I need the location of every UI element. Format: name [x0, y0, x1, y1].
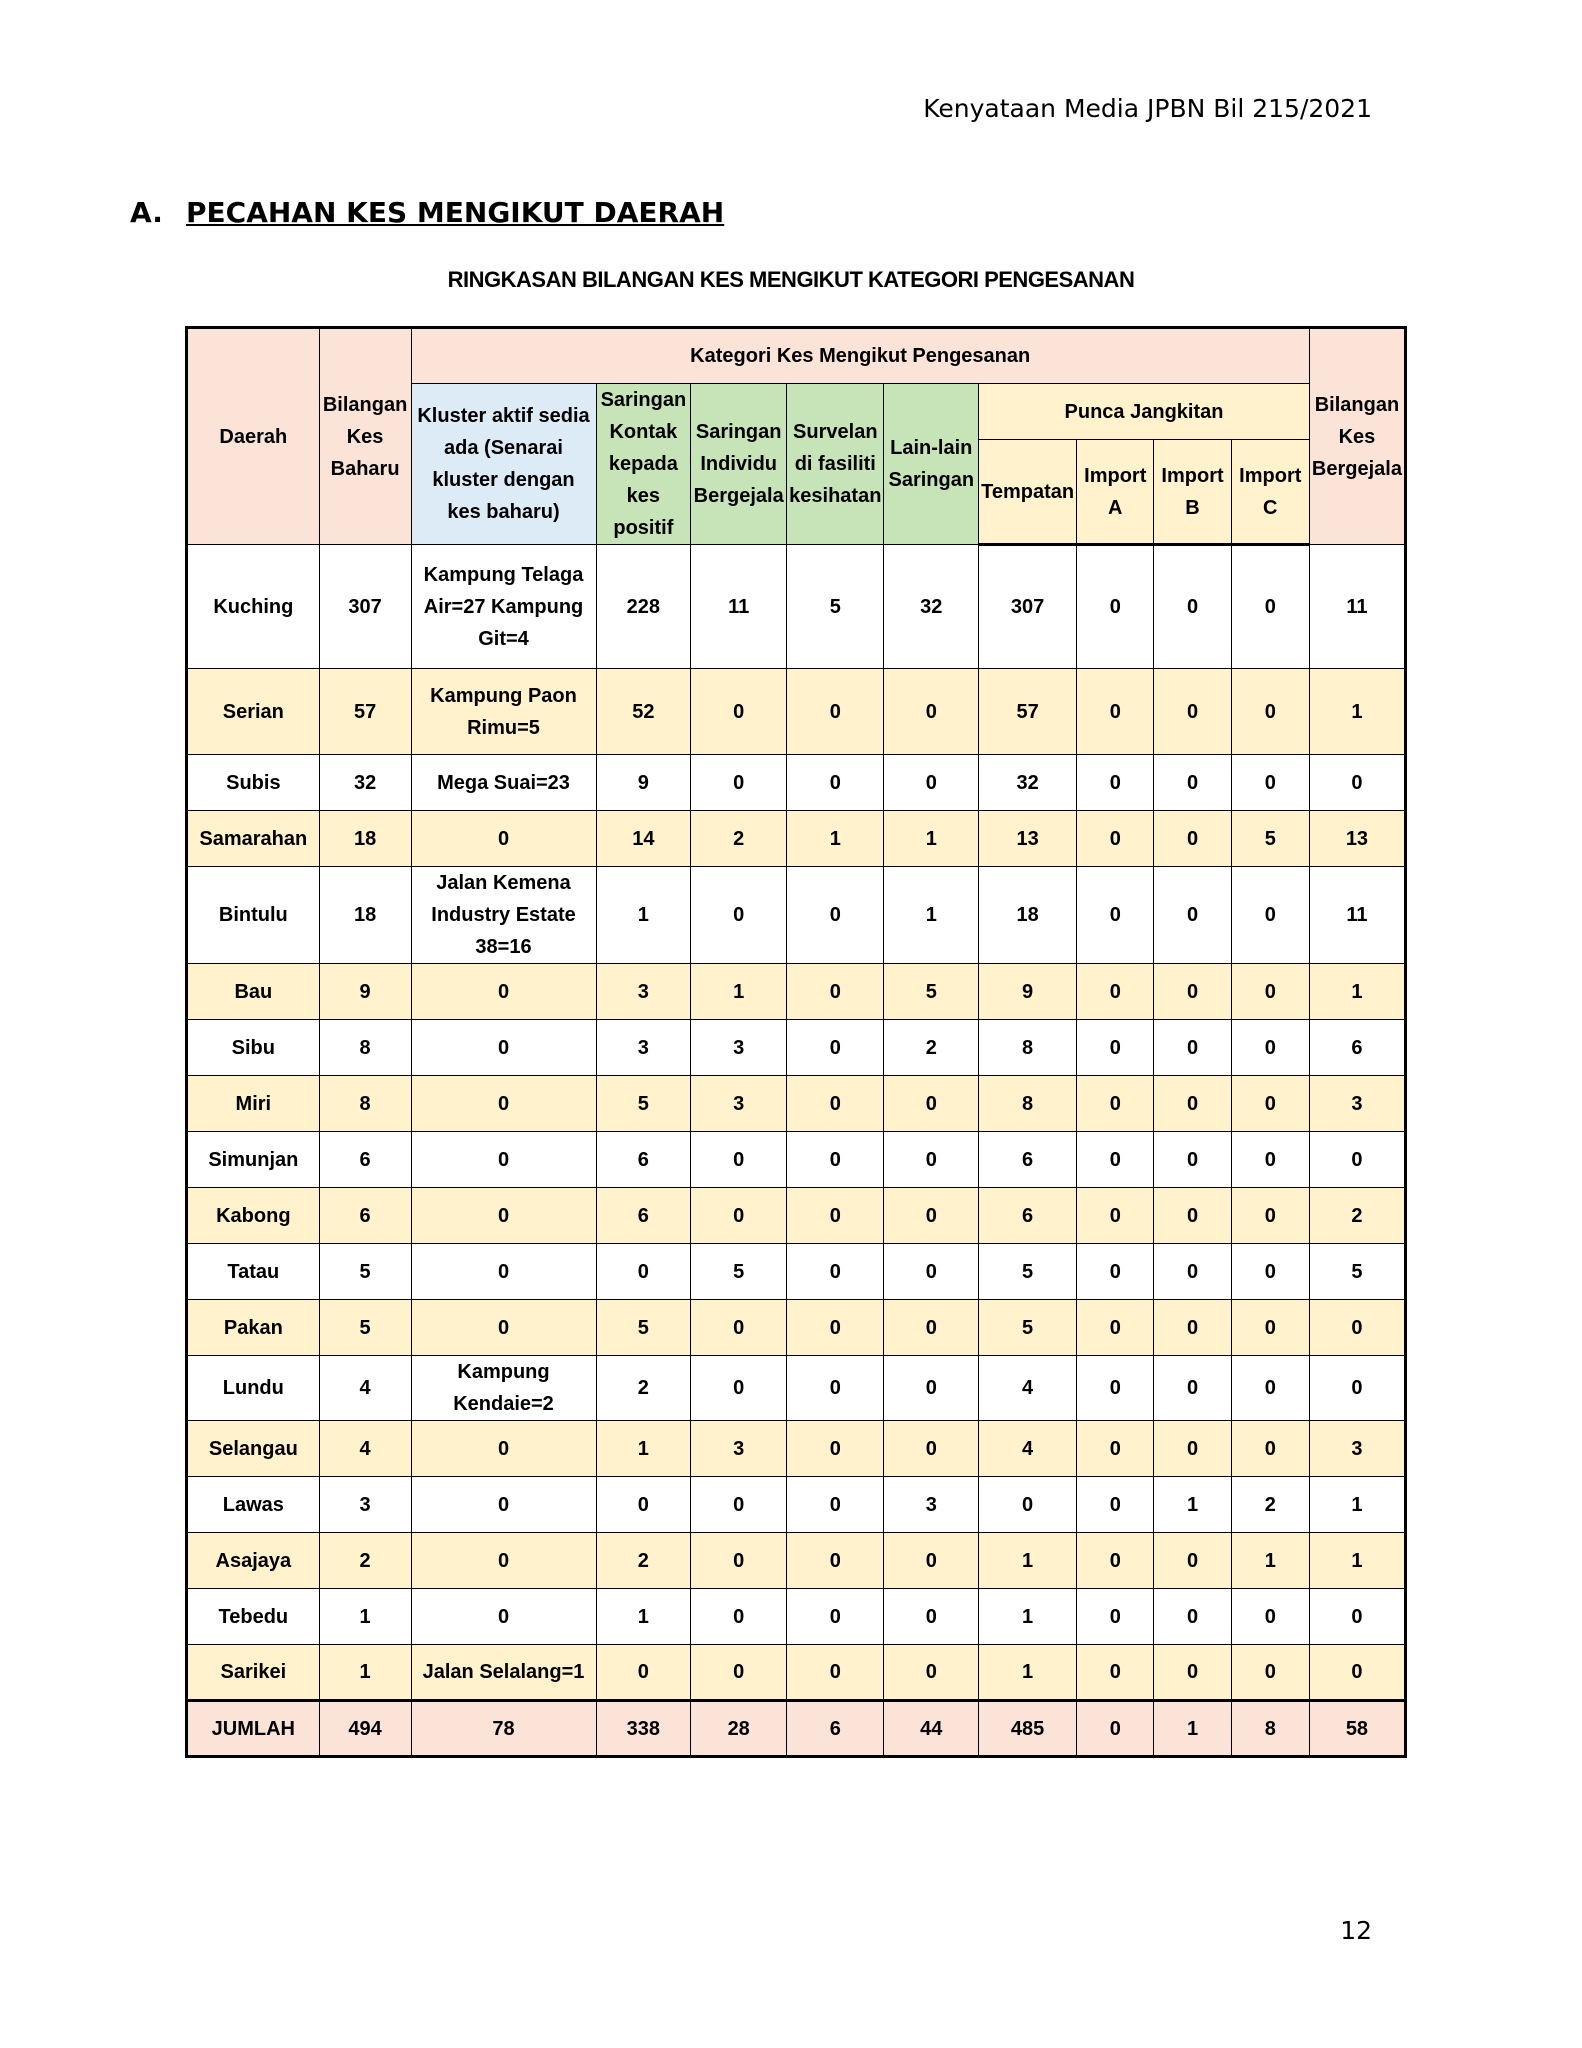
table-row [187, 1477, 1406, 1533]
cell-kes-baharu: 8 [319, 1020, 411, 1076]
cell-saringan-individu: 2 [691, 811, 787, 867]
cell-saringan-kontak: 228 [596, 545, 691, 669]
cell-import-c: 0 [1231, 1188, 1309, 1244]
cell-kluster: 0 [411, 1076, 596, 1132]
cell-survelan: 0 [787, 1477, 884, 1533]
cell-saringan-kontak: 0 [596, 1645, 691, 1701]
cell-import-b: 0 [1154, 1300, 1231, 1356]
cell-import-b: 0 [1154, 1533, 1231, 1589]
cell-kes-baharu: 8 [319, 1076, 411, 1132]
cell-import-c: 0 [1231, 964, 1309, 1020]
cell-import-c: 0 [1231, 1356, 1309, 1421]
table-row [187, 1020, 1406, 1076]
cell-daerah: Miri [187, 1076, 320, 1132]
section-letter: A. [130, 196, 163, 229]
cell-saringan-individu: 11 [691, 545, 787, 669]
cell-survelan: 0 [787, 1188, 884, 1244]
cell-daerah: Pakan [187, 1300, 320, 1356]
cell-kes-bergejala: 3 [1309, 1076, 1405, 1132]
cell-import-b: 0 [1154, 1132, 1231, 1188]
total-row [187, 1701, 1406, 1757]
cell-kes-baharu: 2 [319, 1533, 411, 1589]
cell-import-b: 0 [1154, 545, 1231, 669]
cell-import-c: 0 [1231, 1589, 1309, 1645]
cell-tempatan: 9 [979, 964, 1077, 1020]
cell-lain-lain: 0 [884, 1533, 979, 1589]
cell-saringan-kontak: 6 [596, 1132, 691, 1188]
cell-survelan: 0 [787, 1533, 884, 1589]
cell-import-a: 0 [1077, 1132, 1154, 1188]
cell-kes-baharu: 1 [319, 1589, 411, 1645]
cell-import-c: 0 [1231, 545, 1309, 669]
cell-tempatan: 6 [979, 1188, 1077, 1244]
table-row [187, 1188, 1406, 1244]
cell-kes-baharu: 5 [319, 1300, 411, 1356]
cell-survelan: 0 [787, 1589, 884, 1645]
cell-survelan: 0 [787, 1421, 884, 1477]
cell-survelan: 5 [787, 545, 884, 669]
cell-survelan: 0 [787, 964, 884, 1020]
cell-import-b: 0 [1154, 1188, 1231, 1244]
cell-lain-lain: 0 [884, 1421, 979, 1477]
cell-import-a: 0 [1077, 1020, 1154, 1076]
header-import-c: Import C [1231, 440, 1309, 545]
cell-lain-lain: 0 [884, 1300, 979, 1356]
cell-kes-baharu: 18 [319, 867, 411, 964]
cell-survelan: 0 [787, 1244, 884, 1300]
cell-kes-bergejala: 1 [1309, 669, 1405, 755]
cell-import-c: 5 [1231, 811, 1309, 867]
cell-tempatan: 0 [979, 1477, 1077, 1533]
cell-kes-baharu: 6 [319, 1132, 411, 1188]
cell-daerah: Serian [187, 669, 320, 755]
cell-saringan-individu: 0 [691, 755, 787, 811]
cell-import-c: 0 [1231, 1645, 1309, 1701]
cell-lain-lain: 0 [884, 755, 979, 811]
cell-kluster: Kampung Paon Rimu=5 [411, 669, 596, 755]
cell-kes-bergejala: 5 [1309, 1244, 1405, 1300]
cell-tempatan: 57 [979, 669, 1077, 755]
cell-tempatan: 6 [979, 1132, 1077, 1188]
cell-import-b: 0 [1154, 1589, 1231, 1645]
cell-tempatan: 4 [979, 1356, 1077, 1421]
total-survelan: 6 [787, 1701, 884, 1757]
cell-kes-baharu: 18 [319, 811, 411, 867]
cell-lain-lain: 0 [884, 1132, 979, 1188]
cell-saringan-individu: 0 [691, 1477, 787, 1533]
cell-saringan-kontak: 1 [596, 867, 691, 964]
table-row [187, 964, 1406, 1020]
cell-import-c: 2 [1231, 1477, 1309, 1533]
table-row [187, 545, 1406, 669]
cell-tempatan: 4 [979, 1421, 1077, 1477]
cell-tempatan: 1 [979, 1645, 1077, 1701]
cell-lain-lain: 0 [884, 669, 979, 755]
cell-kluster: 0 [411, 1132, 596, 1188]
total-daerah: JUMLAH [187, 1701, 320, 1757]
table-row [187, 669, 1406, 755]
cell-kes-bergejala: 6 [1309, 1020, 1405, 1076]
cell-saringan-individu: 0 [691, 1356, 787, 1421]
cell-kes-bergejala: 1 [1309, 1533, 1405, 1589]
cell-kes-baharu: 32 [319, 755, 411, 811]
cell-lain-lain: 0 [884, 1589, 979, 1645]
cell-import-a: 0 [1077, 1421, 1154, 1477]
cell-tempatan: 5 [979, 1300, 1077, 1356]
cell-tempatan: 307 [979, 545, 1077, 669]
cell-survelan: 1 [787, 811, 884, 867]
cell-saringan-kontak: 9 [596, 755, 691, 811]
cell-import-b: 0 [1154, 1020, 1231, 1076]
table-row [187, 1244, 1406, 1300]
cell-kes-bergejala: 1 [1309, 1477, 1405, 1533]
total-saringan-kontak: 338 [596, 1701, 691, 1757]
cell-lain-lain: 1 [884, 811, 979, 867]
cell-kluster: Mega Suai=23 [411, 755, 596, 811]
cell-saringan-individu: 0 [691, 1132, 787, 1188]
cell-saringan-kontak: 2 [596, 1356, 691, 1421]
cell-tempatan: 18 [979, 867, 1077, 964]
cell-saringan-kontak: 2 [596, 1533, 691, 1589]
section-heading [130, 196, 724, 229]
header-import-a: Import A [1077, 440, 1154, 545]
cell-kluster: 0 [411, 1421, 596, 1477]
cell-lain-lain: 0 [884, 1645, 979, 1701]
cell-lain-lain: 0 [884, 1356, 979, 1421]
header-kategori: Kategori Kes Mengikut Pengesanan [411, 328, 1309, 384]
cell-lain-lain: 5 [884, 964, 979, 1020]
cell-saringan-kontak: 0 [596, 1477, 691, 1533]
cell-saringan-individu: 5 [691, 1244, 787, 1300]
cell-import-a: 0 [1077, 1533, 1154, 1589]
cell-daerah: Selangau [187, 1421, 320, 1477]
cell-import-c: 0 [1231, 669, 1309, 755]
cell-import-a: 0 [1077, 1645, 1154, 1701]
cell-daerah: Simunjan [187, 1132, 320, 1188]
cell-survelan: 0 [787, 1132, 884, 1188]
cell-kes-baharu: 9 [319, 964, 411, 1020]
cell-daerah: Sarikei [187, 1645, 320, 1701]
cell-import-b: 0 [1154, 1356, 1231, 1421]
cell-kluster: 0 [411, 1244, 596, 1300]
total-saringan-individu: 28 [691, 1701, 787, 1757]
cell-saringan-kontak: 14 [596, 811, 691, 867]
cell-import-a: 0 [1077, 867, 1154, 964]
cell-survelan: 0 [787, 669, 884, 755]
cell-saringan-kontak: 5 [596, 1076, 691, 1132]
page-header: Kenyataan Media JPBN Bil 215/2021 [923, 94, 1372, 123]
cell-kluster: 0 [411, 1533, 596, 1589]
table-body [187, 545, 1406, 1757]
cell-kes-bergejala: 0 [1309, 755, 1405, 811]
cell-import-b: 0 [1154, 755, 1231, 811]
cell-tempatan: 13 [979, 811, 1077, 867]
cell-daerah: Lundu [187, 1356, 320, 1421]
cell-daerah: Bau [187, 964, 320, 1020]
cell-daerah: Sibu [187, 1020, 320, 1076]
cell-import-a: 0 [1077, 1589, 1154, 1645]
cell-saringan-individu: 0 [691, 867, 787, 964]
cell-import-a: 0 [1077, 1076, 1154, 1132]
header-tempatan: Tempatan [979, 440, 1077, 545]
cell-kes-baharu: 1 [319, 1645, 411, 1701]
cell-daerah: Tatau [187, 1244, 320, 1300]
table-row [187, 1076, 1406, 1132]
cell-daerah: Lawas [187, 1477, 320, 1533]
cell-import-b: 0 [1154, 867, 1231, 964]
header-punca: Punca Jangkitan [979, 384, 1310, 440]
table-row [187, 1421, 1406, 1477]
cell-saringan-individu: 1 [691, 964, 787, 1020]
cell-tempatan: 8 [979, 1076, 1077, 1132]
cell-kluster: Kampung Telaga Air=27 Kampung Git=4 [411, 545, 596, 669]
cell-import-c: 0 [1231, 755, 1309, 811]
cell-daerah: Kuching [187, 545, 320, 669]
cell-import-c: 0 [1231, 1300, 1309, 1356]
cell-import-b: 0 [1154, 964, 1231, 1020]
cell-kluster: Kampung Kendaie=2 [411, 1356, 596, 1421]
total-import-b: 1 [1154, 1701, 1231, 1757]
cell-import-a: 0 [1077, 964, 1154, 1020]
cell-kes-bergejala: 0 [1309, 1589, 1405, 1645]
page-number: 12 [1340, 1916, 1372, 1945]
cell-daerah: Subis [187, 755, 320, 811]
cell-kluster: 0 [411, 1300, 596, 1356]
cell-saringan-kontak: 1 [596, 1589, 691, 1645]
cell-kes-bergejala: 0 [1309, 1645, 1405, 1701]
cell-import-c: 0 [1231, 867, 1309, 964]
cell-saringan-kontak: 1 [596, 1421, 691, 1477]
cell-kes-baharu: 57 [319, 669, 411, 755]
header-saringan-individu: Saringan Individu Bergejala [691, 384, 787, 545]
cell-saringan-individu: 0 [691, 1533, 787, 1589]
cell-kes-baharu: 5 [319, 1244, 411, 1300]
cell-kluster: 0 [411, 1188, 596, 1244]
cell-survelan: 0 [787, 1300, 884, 1356]
cell-saringan-individu: 0 [691, 669, 787, 755]
header-lain-lain: Lain-lain Saringan [884, 384, 979, 545]
table-row [187, 1589, 1406, 1645]
table-row [187, 1300, 1406, 1356]
header-import-b: Import B [1154, 440, 1231, 545]
cell-lain-lain: 0 [884, 1244, 979, 1300]
cell-import-c: 0 [1231, 1421, 1309, 1477]
cell-daerah: Bintulu [187, 867, 320, 964]
table-row [187, 1533, 1406, 1589]
cell-lain-lain: 0 [884, 1188, 979, 1244]
cell-kluster: 0 [411, 1589, 596, 1645]
table-row [187, 1132, 1406, 1188]
cell-lain-lain: 1 [884, 867, 979, 964]
cell-survelan: 0 [787, 1356, 884, 1421]
cell-import-c: 0 [1231, 1076, 1309, 1132]
cell-kes-baharu: 4 [319, 1356, 411, 1421]
cell-survelan: 0 [787, 1020, 884, 1076]
cell-kluster: Jalan Selalang=1 [411, 1645, 596, 1701]
cell-kes-bergejala: 0 [1309, 1356, 1405, 1421]
cell-saringan-individu: 0 [691, 1589, 787, 1645]
cell-kes-bergejala: 11 [1309, 867, 1405, 964]
cell-tempatan: 5 [979, 1244, 1077, 1300]
cell-kes-baharu: 307 [319, 545, 411, 669]
cell-import-a: 0 [1077, 1300, 1154, 1356]
cell-saringan-kontak: 52 [596, 669, 691, 755]
header-kluster: Kluster aktif sedia ada (Senarai kluster dengan kes baharu) [411, 384, 596, 545]
table-row [187, 1645, 1406, 1701]
header-survelan: Survelan di fasiliti kesihatan [787, 384, 884, 545]
cell-survelan: 0 [787, 867, 884, 964]
cell-import-a: 0 [1077, 1188, 1154, 1244]
cell-saringan-individu: 0 [691, 1188, 787, 1244]
cell-kes-baharu: 6 [319, 1188, 411, 1244]
cell-import-a: 0 [1077, 1356, 1154, 1421]
cell-import-b: 0 [1154, 811, 1231, 867]
cell-daerah: Samarahan [187, 811, 320, 867]
cell-import-a: 0 [1077, 669, 1154, 755]
total-lain-lain: 44 [884, 1701, 979, 1757]
cell-lain-lain: 32 [884, 545, 979, 669]
cell-lain-lain: 3 [884, 1477, 979, 1533]
cell-import-b: 0 [1154, 669, 1231, 755]
cell-saringan-individu: 3 [691, 1020, 787, 1076]
cell-import-b: 0 [1154, 1244, 1231, 1300]
cell-daerah: Tebedu [187, 1589, 320, 1645]
cell-kes-bergejala: 1 [1309, 964, 1405, 1020]
total-kluster: 78 [411, 1701, 596, 1757]
cell-kluster: 0 [411, 1020, 596, 1076]
cell-kes-bergejala: 11 [1309, 545, 1405, 669]
cell-saringan-kontak: 3 [596, 964, 691, 1020]
cell-lain-lain: 0 [884, 1076, 979, 1132]
cell-saringan-kontak: 0 [596, 1244, 691, 1300]
total-kes-bergejala: 58 [1309, 1701, 1405, 1757]
header-saringan-kontak: Saringan Kontak kepada kes positif [596, 384, 691, 545]
table-row [187, 811, 1406, 867]
table-row [187, 755, 1406, 811]
cell-survelan: 0 [787, 1645, 884, 1701]
header-daerah: Daerah [187, 328, 320, 545]
cell-import-a: 0 [1077, 1477, 1154, 1533]
cell-tempatan: 1 [979, 1589, 1077, 1645]
table-row [187, 1356, 1406, 1421]
cell-kluster: 0 [411, 964, 596, 1020]
cell-import-a: 0 [1077, 545, 1154, 669]
total-import-c: 8 [1231, 1701, 1309, 1757]
cell-tempatan: 8 [979, 1020, 1077, 1076]
cell-saringan-kontak: 5 [596, 1300, 691, 1356]
cell-import-b: 1 [1154, 1477, 1231, 1533]
table-title: RINGKASAN BILANGAN KES MENGIKUT KATEGORI PENGESANAN [447, 267, 1135, 292]
cell-saringan-individu: 0 [691, 1645, 787, 1701]
cell-saringan-individu: 3 [691, 1076, 787, 1132]
cell-daerah: Kabong [187, 1188, 320, 1244]
cell-kluster: Jalan Kemena Industry Estate 38=16 [411, 867, 596, 964]
cell-kluster: 0 [411, 811, 596, 867]
total-import-a: 0 [1077, 1701, 1154, 1757]
cell-kes-baharu: 3 [319, 1477, 411, 1533]
total-kes-baharu: 494 [319, 1701, 411, 1757]
header-bilangan-kes-bergejala: Bilangan Kes Bergejala [1309, 328, 1405, 545]
cell-kes-bergejala: 13 [1309, 811, 1405, 867]
cell-import-a: 0 [1077, 811, 1154, 867]
cell-saringan-kontak: 3 [596, 1020, 691, 1076]
section-title: PECAHAN KES MENGIKUT DAERAH [186, 196, 725, 229]
cell-import-c: 0 [1231, 1132, 1309, 1188]
cell-kes-bergejala: 3 [1309, 1421, 1405, 1477]
cell-survelan: 0 [787, 755, 884, 811]
cell-import-a: 0 [1077, 755, 1154, 811]
cell-tempatan: 32 [979, 755, 1077, 811]
table-row [187, 867, 1406, 964]
cell-import-c: 0 [1231, 1020, 1309, 1076]
cell-kluster: 0 [411, 1477, 596, 1533]
cell-kes-baharu: 4 [319, 1421, 411, 1477]
cell-import-b: 0 [1154, 1076, 1231, 1132]
cell-kes-bergejala: 0 [1309, 1132, 1405, 1188]
cell-import-b: 0 [1154, 1645, 1231, 1701]
cell-survelan: 0 [787, 1076, 884, 1132]
cell-kes-bergejala: 0 [1309, 1300, 1405, 1356]
cell-import-a: 0 [1077, 1244, 1154, 1300]
cell-import-b: 0 [1154, 1421, 1231, 1477]
cell-tempatan: 1 [979, 1533, 1077, 1589]
cell-kes-bergejala: 2 [1309, 1188, 1405, 1244]
cell-import-c: 0 [1231, 1244, 1309, 1300]
cases-by-district-table [185, 326, 1407, 1758]
cell-lain-lain: 2 [884, 1020, 979, 1076]
cell-saringan-individu: 3 [691, 1421, 787, 1477]
cell-saringan-individu: 0 [691, 1300, 787, 1356]
cell-import-c: 1 [1231, 1533, 1309, 1589]
cell-daerah: Asajaya [187, 1533, 320, 1589]
total-tempatan: 485 [979, 1701, 1077, 1757]
cell-saringan-kontak: 6 [596, 1188, 691, 1244]
header-bilangan-kes-baharu: Bilangan Kes Baharu [319, 328, 411, 545]
